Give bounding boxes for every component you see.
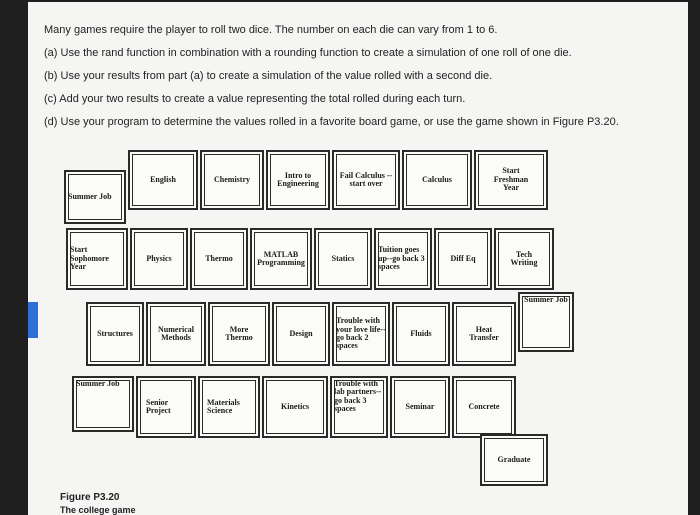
board-square-senior-project (136, 376, 196, 438)
document-page (28, 2, 688, 515)
square-label: Kinetics (281, 401, 309, 411)
board-square-structures (86, 302, 144, 366)
square-label: MATLAB Programming (257, 249, 305, 267)
square-label: Calculus (422, 174, 452, 184)
board-square-tech-writing (494, 228, 554, 290)
board-square-kinetics (262, 376, 328, 438)
board-square-graduate (480, 434, 548, 486)
board-square-calculus (402, 150, 472, 210)
square-label: Intro to Engineering (277, 170, 319, 188)
problem-part-a: (a) Use the rand function in combination with a rounding function to create a simulation of one roll of one die. (44, 47, 572, 59)
problem-part-b: (b) Use your results from part (a) to create a simulation of the value rolled with a second die. (44, 70, 493, 82)
board-game-figure (28, 2, 688, 515)
square-label: Seminar (405, 401, 435, 411)
square-label: Chemistry (214, 174, 250, 184)
board-square-english (128, 150, 198, 210)
board-square-diff-eq (434, 228, 492, 290)
problem-intro: Many games require the player to roll two dice. The number on each die can vary from 1 to 6. (44, 24, 498, 36)
square-label: Graduate (497, 454, 531, 464)
square-label: Summer Job (76, 379, 120, 388)
board-square-matlab (250, 228, 312, 290)
figure-label: Figure P3.20 (60, 492, 120, 503)
square-label: Senior Project (146, 397, 171, 415)
square-label: English (150, 174, 176, 184)
board-square-start-sophomore (66, 228, 128, 290)
board-square-trouble-love (332, 302, 390, 366)
square-label: More Thermo (225, 324, 253, 342)
square-label: Heat Transfer (469, 324, 499, 342)
square-label: Fluids (410, 328, 432, 338)
board-square-numerical-methods (146, 302, 206, 366)
board-square-summer-job (72, 376, 134, 432)
square-label: Materials Science (207, 397, 240, 415)
board-square-chemistry (200, 150, 264, 210)
square-label: Trouble with lab partners--go back 3 spaces (334, 379, 382, 414)
square-label: Tech Writing (510, 249, 538, 267)
board-square-intro-engineering (266, 150, 330, 210)
board-square-start-freshman (474, 150, 548, 210)
board-square-materials-science (198, 376, 260, 438)
square-label: Fail Calculus --start over (339, 170, 393, 188)
square-label: Statics (331, 253, 355, 263)
square-label: Diff Eq (450, 253, 476, 263)
board-square-heat-transfer (452, 302, 516, 366)
problem-part-c: (c) Add your two results to create a value representing the total rolled during each turn. (44, 93, 466, 105)
board-square-fluids (392, 302, 450, 366)
board-square-statics (314, 228, 372, 290)
problem-part-d: (d) Use your program to determine the values rolled in a favorite board game, or use the game shown in Figure P3.20. (44, 116, 619, 128)
board-square-concrete (452, 376, 516, 438)
square-label: Trouble with your love life--go back 2 spaces (336, 316, 386, 351)
board-square-fail-calculus (332, 150, 400, 210)
square-label: Start Sophomore Year (70, 245, 109, 272)
figure-caption: The college game (60, 505, 136, 515)
square-label: Summer Job (524, 295, 568, 304)
square-label: Start Freshman Year (493, 166, 529, 193)
square-label: Thermo (205, 253, 233, 263)
square-label: Numerical Methods (158, 324, 194, 342)
board-square-summer-job (518, 292, 574, 352)
square-label: Concrete (468, 401, 500, 411)
board-square-seminar (390, 376, 450, 438)
board-square-more-thermo (208, 302, 270, 366)
board-square-design (272, 302, 330, 366)
board-square-thermo (190, 228, 248, 290)
board-square-tuition (374, 228, 432, 290)
board-square-trouble-lab (330, 376, 388, 438)
board-square-summer-job (64, 170, 126, 224)
square-label: Design (289, 328, 313, 338)
square-label: Summer Job (68, 191, 112, 201)
square-label: Structures (97, 328, 133, 338)
square-label: Tuition goes up--go back 3 spaces (378, 245, 425, 272)
square-label: Physics (146, 253, 172, 263)
board-square-physics (130, 228, 188, 290)
